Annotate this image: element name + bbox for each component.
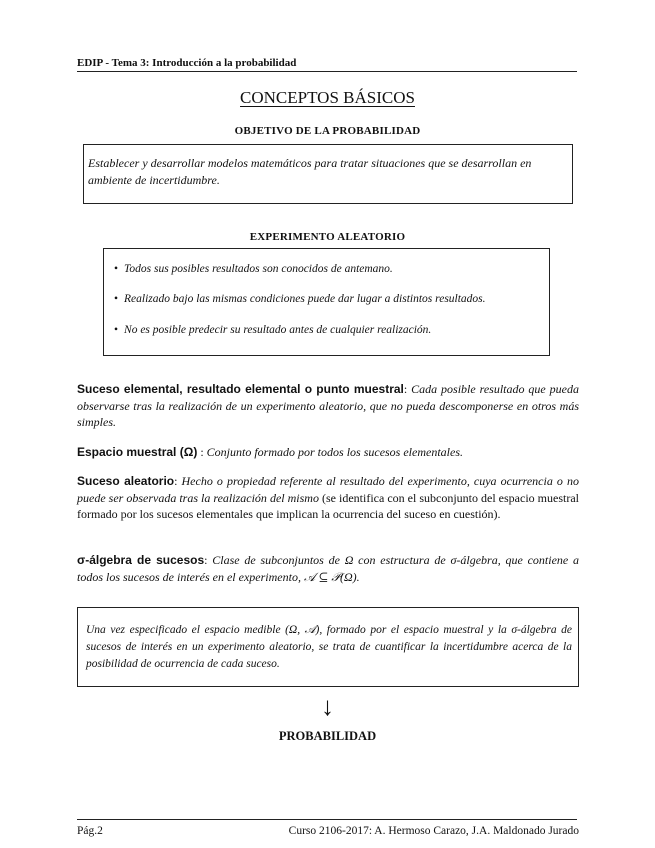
footer-course: Curso 2106-2017: A. Hermoso Carazo, J.A. Maldonado Jurado bbox=[288, 825, 579, 837]
objective-box bbox=[83, 144, 573, 204]
header-rule bbox=[77, 71, 577, 72]
definition-sigma-algebra: σ-álgebra de sucesos: Clase de subconjuntos de Ω con estructura de σ-álgebra, que contiene a todos los sucesos de interés en el experimento, 𝒜 ⊆ 𝒫(Ω). bbox=[77, 553, 580, 584]
experiment-box bbox=[103, 248, 550, 356]
definition-elemental: Suceso elemental, resultado elemental o punto muestral: Cada posible resultado que pueda observarse tras la realización de un experimento aleatorio, que no pueda descomponerse en otros más simples. bbox=[77, 382, 579, 429]
experiment-heading: EXPERIMENTO ALEATORIO bbox=[249, 231, 406, 243]
conclusion-label: PROBABILIDAD bbox=[278, 729, 377, 743]
page-number: Pág.2 bbox=[77, 825, 103, 837]
running-header: EDIP - Tema 3: Introducción a la probabilidad bbox=[77, 57, 297, 69]
objective-heading: OBJETIVO DE LA PROBABILIDAD bbox=[234, 125, 421, 137]
page-title: CONCEPTOS BÁSICOS bbox=[240, 88, 415, 107]
definition-random-event: Suceso aleatorio: Hecho o propiedad referente al resultado del experimento, cuya ocurrencia o no puede ser observada tras la realización del mismo (se identifica con el subconjunto del espacio muestral formado por los sucesos elementales que implican la ocurrencia del suceso en cuestión). bbox=[77, 474, 579, 521]
footer-rule bbox=[77, 819, 577, 820]
bullet-item: • Todos sus posibles resultados son conocidos de antemano. bbox=[114, 263, 393, 275]
summary-box bbox=[77, 607, 579, 687]
summary-text: Una vez especificado el espacio medible (Ω, 𝒜), formado por el espacio muestral y la σ-álgebra de sucesos de interés en un experimento aleatorio, se trata de cuantificar la incertidumbre acerca de la posibilidad de ocurrencia de cada suceso. bbox=[86, 624, 572, 670]
objective-text: Establecer y desarrollar modelos matemáticos para tratar situaciones que se desarrollan en ambiente de incertidumbre. bbox=[88, 156, 532, 187]
arrow-down-icon: ↓ bbox=[321, 692, 334, 721]
bullet-item: • No es posible predecir su resultado antes de cualquier realización. bbox=[114, 324, 432, 336]
definition-sample-space: Espacio muestral (Ω) : Conjunto formado por todos los sucesos elementales. bbox=[77, 445, 463, 459]
bullet-item: • Realizado bajo las mismas condiciones puede dar lugar a distintos resultados. bbox=[114, 293, 486, 305]
